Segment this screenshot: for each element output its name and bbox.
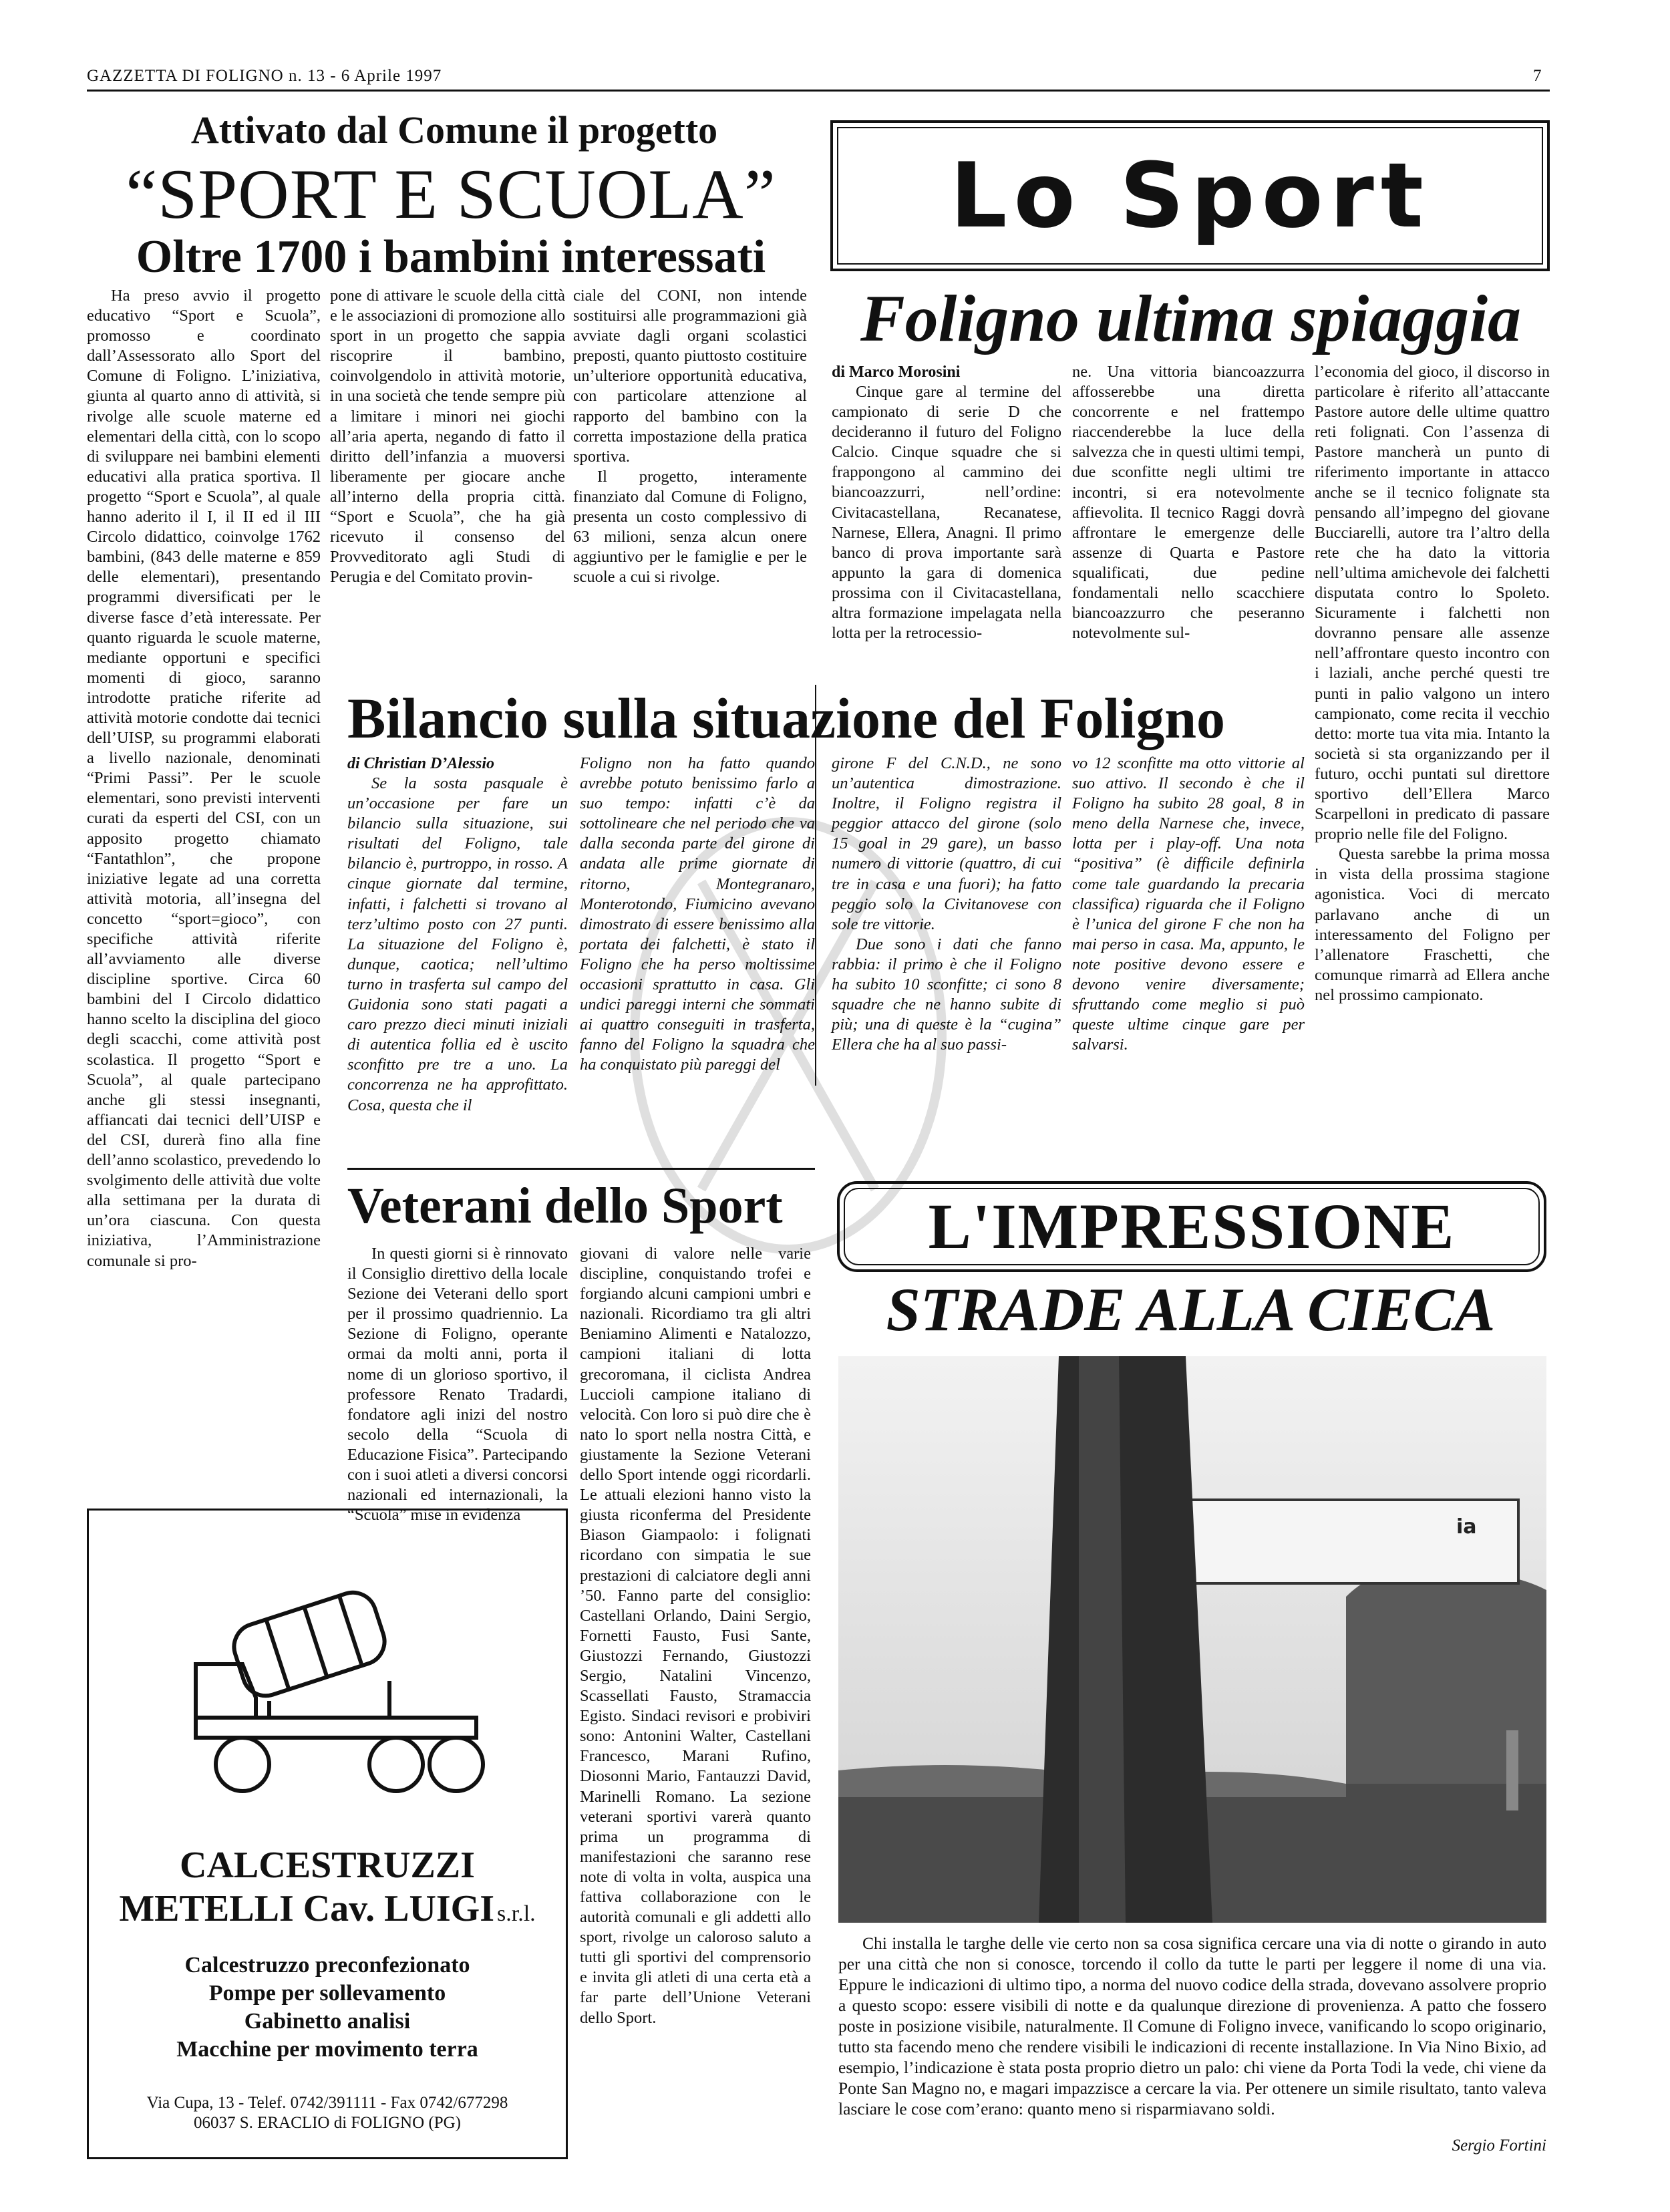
advert-services [89, 1951, 566, 2064]
photo-illustration [838, 1356, 1546, 1923]
bilancio-col3: girone F del C.N.D., ne sono un’autentica dimostrazione. Inoltre, il Foligno registra il peggior attacco del girone (solo 15 goal in 29 gare), un basso numero di vittorie (quattro, di cui tre in casa e una fuori); ha fatto peggio solo la Civitanovese con sole tre vittorie. Due sono i dati che fanno rabbia: il primo è che il Foligno ha subito 10 sconfitte; ci sono 8 squadre che ne hanno subite di più; una di queste è la “cugina” Ellera che ha al suo passi- [832, 754, 1061, 1054]
advert-line2 [89, 1888, 566, 1929]
headline-ultima-spiaggia: Foligno ultima spiaggia [860, 281, 1522, 355]
concrete-mixer-truck-icon [169, 1564, 503, 1818]
advert-calcestruzzi [87, 1509, 568, 2159]
masthead-rule [87, 90, 1550, 92]
sport-scuola-col3: ciale del CONI, non intende sostituirsi alle programmazioni già avviate dagli organi scolastici preposti, quanto piuttosto costituire un’ulteriore opportunità educativa, con particolare attenzione al rapporto del bambino con la corretta impostazione della pratica sportiva. Il progetto, interamente finanziato dal Comune di Foligno, presenta un costo complessivo di 63 milioni, senza alcun onere aggiuntivo per le famiglie e per le scuole a cui si rivolge. [573, 287, 807, 587]
bilancio-col2: Foligno non ha fatto quando avrebbe potuto benissimo farlo a suo tempo: infatti c’è da sottolineare che nel periodo che va dalla seconda parte del girone di andata alle prime giornate di ritorno, Montegranaro, Monterotondo, Fiumicino avevano dimostrato di essere benissimo alla portata dei falchetti, è stato il Foligno che ha perso moltissime occasioni sprattutto in casa. Gli undici pareggi interni che sommati ai quattro conseguiti in trasferta, fanno del Foligno la squadra che ha conquistato più pareggi del [580, 754, 815, 1074]
advert-address1: Via Cupa, 13 - Telef. 0742/391111 - Fax 0742/677298 [146, 2094, 508, 2112]
bilancio-col1: Se la sosta pasquale è un’occasione per fare un bilancio sulla situazione, sui risultati del Foligno, tale bilancio è, purtroppo, in rosso. A cinque giornate dal termine, infatti, i falchetti si trovano al terz’ultimo posto con 27 punti. La situazione del Foligno è, dunque, caotica; nell’ultimo turno in trasferta sul campo del Guidonia sono stati pagati a caro prezzo dieci minuti iniziali di autentica follia ed è uscito sconfitto pre tre a uno. La concorrenza ne ha approfittato. Cosa, questa che il [347, 774, 568, 1114]
lo-sport-title: Lo Sport [950, 144, 1430, 248]
veterani-col1: In questi giorni si è rinnovato il Consiglio direttivo della locale Sezione dei Veterani dello sport per il prossimo quadriennio. La Sezione di Foligno, operante ormai da molti anni, porta il nome di un glorioso sportivo, il professore Renato Tradardi, fondatore agli inizi del nostro secolo della “Scuola di Educazione Fisica”. Partecipando con i suoi atleti a diversi concorsi nazionali ed internazionali, la “Scuola” mise in evidenza [347, 1245, 568, 1525]
advert-service: Pompe per sollevamento [208, 1981, 446, 2006]
masthead-title: GAZZETTA DI FOLIGNO n. 13 - 6 Aprile 1997 [87, 67, 442, 85]
advert-service: Macchine per movimento terra [176, 2037, 478, 2062]
advert-service: Gabinetto analisi [244, 2009, 411, 2034]
byline-morosini: di Marco Morosini [832, 363, 961, 381]
street-sign-photo [838, 1356, 1546, 1923]
lo-sport-banner [830, 120, 1550, 271]
headline-veterani: Veterani dello Sport [347, 1178, 783, 1234]
signature-fortini: Sergio Fortini [1452, 2137, 1546, 2155]
subhead-bambini: Oltre 1700 i bambini interessati [136, 231, 766, 283]
headline-strade-cieca: STRADE ALLA CIECA [886, 1275, 1496, 1344]
kicker: Attivato dal Comune il progetto [190, 108, 718, 152]
sport-scuola-col1: Ha preso avvio il progetto educativo “Sport e Scuola”, promosso e coordinato dall’Assessorato allo Sport del Comune di Foligno. L’iniziativa, giunta al quarto anno di attività, si rivolge alle scuole materne ed elementari della città, con lo scopo di sviluppare nei bambini elementi educativi alla pratica sportiva. Il progetto “Sport e Scuola”, al quale hanno aderito il I, il II ed il III Circolo didattico, coinvolge 1762 bambini, (843 delle materne e 859 delle elementari), presentando programmi diversificati per le diverse fasce d’età interessate. Per quanto riguarda le scuole materne, mediante opportuni e specifici momenti di gioco, saranno introdotte pratiche riferite ad attività motorie condotte dai tecnici dell’UISP, su programmi elaborati a livello nazionale, denominati “Primi Passi”. Per le scuole elementari, sono previsti interventi curati da esperti del CSI, con un apposito progetto chiamato “Fantathlon”, che propone iniziative legate ad una corretta attività motoria, all’insegna del concetto “sport=gioco”, con specifiche attività riferite all’avviamento alle diverse discipline sportive. Circa 60 bambini del I Circolo didattico hanno scelto la disciplina del gioco degli scacchi, come attività post scolastica. Il progetto “Sport e Scuola”, al quale partecipano anche gli stessi insegnanti, affiancati dai tecnici dell’UISP e del CSI, durerà fino alla fine dell’anno scolastico, prevedendo lo svolgimento delle attività due volte alla settimana per la durata di un’ora ciascuna. Con questa iniziativa, l’Amministrazione comunale si pro- [87, 287, 321, 1270]
advert-line1: CALCESTRUZZI [180, 1845, 475, 1886]
impressione-banner [837, 1181, 1546, 1272]
advert-service: Calcestruzzo preconfezionato [184, 1953, 470, 1978]
advert-company: METELLI Cav. LUIGI [119, 1888, 495, 1929]
headline-sport-scuola: “SPORT E SCUOLA” [126, 155, 776, 233]
byline-dalessio: di Christian D’Alessio [347, 755, 495, 772]
ultima-spiaggia-col2: ne. Una vittoria biancoazzurra affosserebbe una diretta concorrente e nel frattempo riaccenderebbe la luce della salvezza che in questi ultimi tempi, due sconfitte negli ultimi tre incontri, si era notevolmente affievolita. Il tecnico Raggi dovrà affrontare le emergenze delle assenze di Quarta e Pastore squalificati, due pedine fondamentali nello scacchiere biancoazzurro che peseranno notevolmente sul- [1072, 363, 1305, 643]
advert-address2: 06037 S. ERACLIO di FOLIGNO (PG) [194, 2114, 461, 2132]
headline-bilancio: Bilancio sulla situazione del Foligno [347, 686, 1226, 750]
veterani-col2: giovani di valore nelle varie discipline, conquistando trofei e forgiando alcuni campioni umbri e nazionali. Ricordiamo tra gli altri Beniamino Alimenti e Natalozzo, campioni italiani di lotta grecoromana, il ciclista Andrea Luccioli campione italiano di velocità. Con loro si può dire che è nato lo sport nella nostra Città, e giustamente la Sezione Veterani dello Sport intende oggi ricordarli. Le attuali elezioni hanno visto la giusta riconferma del Presidente Biason Giampaolo: i folignati ricordano con simpatia le sue prestazioni di calciatore degli anni ’50. Fanno parte del consiglio: Castellani Orlando, Daini Sergio, Fornetti Fausto, Fusi Sante, Giustozzi Fernando, Giustozzi Sergio, Natalini Vincenzo, Scassellati Fausto, Stramaccia Egisto. Sindaci revisori e probiviri sono: Antonini Walter, Castellani Francesco, Marani Rufino, Diosonni Mario, Fantauzzi David, Marinelli Romano. La sezione veterani sportivi varerà quanto prima un programma di manifestazioni che saranno rese note di volta in volta, auspica una fattiva collaborazione con le autorità comunali e gli addetti allo sport, rivolge un caloroso saluto a tutti gli sportivi del comprensorio e invita gli atleti di una certa età a far parte dell’Unione Veterani dello Sport. [580, 1245, 811, 2027]
sign-fragment: ia [1456, 1515, 1477, 1539]
impressione-body: Chi installa le targhe delle vie certo non sa cosa significa cercare una via di notte o girando in auto per una città che non si conosce, torcendo il collo da tutte le parti per leggere il nome di una via. Eppure le indicazioni di ultimo tipo, a norma del nuovo codice della strada, dovevano assolvere proprio a questo scopo: essere visibili di notte e da qualunque direzione di provenienza. A patto che fossero poste in posizione visibile, naturalmente. Il Comune di Foligno invece, vanificando lo scopo originario, tutto sta facendo meno che rendere visibili le indicazioni di recente installazione. In Via Nino Bixio, ad esempio, l’indicazione è stata posta proprio dietro un palo: chi viene da Porta Todi la vede, chi viene da Ponte San Magno no, e magari impazzisce a cercare la via. Per ottenere un simile risultato, tanto valeva lasciare le cose com’erano: quanto meno si risparmiavano soldi. [838, 1933, 1546, 2118]
bilancio-col4: vo 12 sconfitte ma otto vittorie al suo attivo. Il secondo è che il Foligno ha subito 28 goal, 8 in meno della Narnese che, invece, lotta per i play-off. Una nota “positiva” (è difficile definirla come tale guardando la precaria classifica) riguarda che il Foligno è l’unica del girone F che non ha mai perso in casa. Ma, appunto, le note positive devono essere e devono venire diversamente; sfruttando come meglio si può queste ultime cinque gare per salvarsi. [1072, 754, 1305, 1054]
sport-scuola-col2: pone di attivare le scuole della città e le associazioni di promozione allo sport in un progetto che sappia riscoprire il bambino, coinvolgendolo in attività motorie, in una società che tende sempre più a limitare i minori nei giochi all’aria aperta, negando di fatto il diritto dell’infanzia a muoversi liberamente per giocare anche all’interno della propria città. “Sport e Scuola”, che ha già ricevuto il consenso del Provveditorato agli Studi di Perugia e del Comitato provin- [330, 287, 565, 587]
impressione-title: L'IMPRESSIONE [928, 1191, 1456, 1262]
veterani-rule [347, 1168, 815, 1170]
advert-srl: s.r.l. [497, 1901, 536, 1926]
page-number: 7 [1533, 67, 1542, 85]
ultima-spiaggia-col3: l’economia del gioco, il discorso in particolare è riferito all’attaccante Pastore autore delle ultime quattro reti folignati. Con l’assenza di Pastore mancherà un punto di riferimento importante in attacco anche se il tecnico folignate sta pensando all’impegno del giovane Bucciarelli, autore tra l’altro della rete che ha dato la vittoria nell’ultima amichevole dei falchetti disputata contro lo Spoleto. Sicuramente i falchetti non dovranno pensare alle assenze nell’affrontare questo incontro con i laziali, anche perché questi tre punti in palio valgono un intero campionato, come recita il vecchio detto: morte tua vita mia. Intanto la società si sta organizzando per il futuro, occhi puntati sul direttore sportivo dell’Ellera Marco Scarpelloni in predicato di passare proprio nelle file del Foligno. Questa sarebbe la prima mossa in vista della prossima stagione agonistica. Voci di mercato parlavano anche di un interessamento del Foligno per l’allenatore Fraschetti, che comunque rimarrà ad Ellera anche nel prossimo campionato. [1315, 363, 1550, 1004]
ultima-spiaggia-col1: Cinque gare al termine del campionato di serie D che decideranno il futuro del Foligno Calcio. Cinque squadre che si frappongono al cammino dei biancoazzurri, nell’ordine: Civitacastellana, Recanatese, Narnese, Ellera, Anagni. Il primo banco di prova importante sarà appunto la gara di domenica prossima con il Civitacastellana, altra formazione impelagata nella lotta per la retrocessio- [832, 383, 1061, 643]
